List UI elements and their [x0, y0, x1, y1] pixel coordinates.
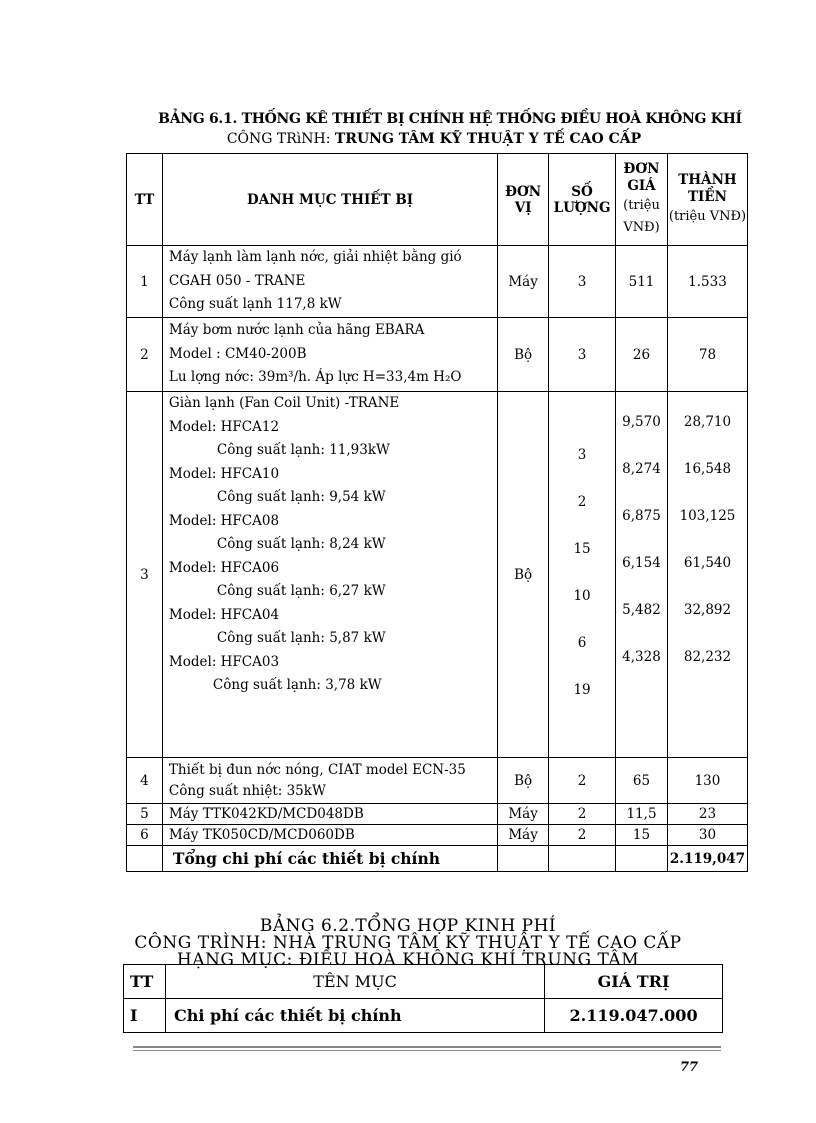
row-total	[667, 392, 747, 758]
capacity-line: Công suất lạnh: 6,27 kW	[216, 583, 386, 599]
row-price: 15	[616, 825, 668, 846]
header-total-unit: (triệu VNĐ)	[668, 208, 747, 224]
subtitle-name: TRUNG TÂM KỸ THUẬT Y TẾ CAO CẤP	[334, 131, 642, 147]
qty-value: 19	[573, 682, 591, 698]
price-value: 9,570	[622, 414, 661, 430]
header-price-label: ĐƠN GIÁ	[623, 160, 660, 194]
header-total	[667, 154, 747, 246]
row-item	[162, 318, 497, 392]
budget-summary-table	[123, 964, 723, 1033]
row-value: 2.119.047.000	[545, 999, 723, 1033]
price-value: 6,154	[622, 555, 661, 571]
header-total-label: THÀNH TIỀN	[678, 171, 737, 205]
page-number: 77	[680, 1060, 699, 1075]
row-total: 78	[667, 318, 747, 392]
equipment-table	[126, 153, 748, 872]
total-value: 82,232	[683, 649, 732, 665]
row-tt: 1	[127, 246, 163, 318]
row-total: 30	[667, 825, 747, 846]
row-qty: 2	[549, 758, 616, 804]
header-price-unit: (triệu VNĐ)	[623, 197, 660, 235]
model-line: Model: HFCA12	[168, 418, 280, 435]
row-price	[616, 392, 668, 758]
row-tt: 6	[127, 825, 163, 846]
row-tt: I	[124, 999, 166, 1033]
item-line: Giàn lạnh (Fan Coil Unit) -TRANE	[168, 395, 400, 411]
row-qty: 2	[549, 825, 616, 846]
header-value: GIÁ TRỊ	[545, 965, 723, 999]
item-line: Thiết bị đun nớc nóng, CIAT model ECN-35	[168, 761, 466, 778]
capacity-line: Công suất lạnh: 5,87 kW	[216, 630, 386, 646]
row-total: 1.533	[667, 246, 747, 318]
header-row	[124, 965, 723, 999]
item-line: Model : CM40-200B	[168, 345, 307, 362]
header-item: DANH MỤC THIẾT BỊ	[162, 154, 497, 246]
capacity-line: Công suất lạnh: 9,54 kW	[216, 489, 386, 505]
total-value: 28,710	[683, 414, 732, 430]
row-unit: Bộ	[498, 318, 549, 392]
total-row	[127, 846, 748, 872]
table-row	[127, 318, 748, 392]
subtitle-prefix: CÔNG TRìNH:	[226, 131, 331, 147]
header-qty: SỐ LƯỢNG	[549, 154, 616, 246]
model-line: Model: HFCA03	[168, 653, 280, 670]
row-total: 23	[667, 804, 747, 825]
model-line: Model: HFCA06	[168, 559, 280, 576]
header-item: TÊN MỤC	[165, 965, 544, 999]
item-line: Công suất nhiệt: 35kW	[168, 782, 326, 799]
row-total: 130	[667, 758, 747, 804]
row-item	[162, 246, 497, 318]
row-unit: Bộ	[498, 392, 549, 758]
table-row	[127, 804, 748, 825]
table1-title: BẢNG 6.1. THỐNG KÊ THIẾT BỊ CHÍNH HỆ THỐNG ĐIỀU HOÀ KHÔNG KHÍ	[158, 111, 742, 127]
row-unit: Máy	[498, 804, 549, 825]
row-qty	[549, 392, 616, 758]
table2-project: CÔNG TRÌNH: NHÀ TRUNG TÂM KỸ THUẬT Y TẾ CAO CẤP	[134, 933, 682, 953]
header-tt: TT	[124, 965, 166, 999]
capacity-line: Công suất lạnh: 8,24 kW	[216, 536, 386, 552]
row-tt: 5	[127, 804, 163, 825]
row-price: 26	[616, 318, 668, 392]
row-item: Máy TK050CD/MCD060DB	[162, 825, 497, 846]
qty-value: 10	[573, 588, 591, 604]
row-item	[162, 392, 497, 758]
table1-subtitle	[0, 131, 816, 147]
row-item: Chi phí các thiết bị chính	[165, 999, 544, 1033]
qty-value: 3	[577, 447, 587, 463]
price-value: 5,482	[622, 602, 661, 618]
table-row	[127, 246, 748, 318]
header-tt: TT	[127, 154, 163, 246]
row-tt: 2	[127, 318, 163, 392]
header-price	[616, 154, 668, 246]
row-unit: Máy	[498, 825, 549, 846]
item-line: Máy lạnh làm lạnh nớc, giải nhiệt bằng gió	[168, 249, 462, 266]
footer-rule	[133, 1046, 721, 1048]
row-qty: 3	[549, 246, 616, 318]
total-value: 61,540	[683, 555, 732, 571]
model-line: Model: HFCA04	[168, 606, 280, 623]
qty-value: 15	[573, 541, 591, 557]
table-row	[124, 999, 723, 1033]
capacity-line: Công suất lạnh: 11,93kW	[216, 442, 390, 458]
item-line: Máy bơm nước lạnh của hãng EBARA	[168, 322, 425, 339]
model-line: Model: HFCA08	[168, 512, 280, 529]
row-tt: 4	[127, 758, 163, 804]
row-price: 511	[616, 246, 668, 318]
item-line: CGAH 050 - TRANE	[168, 272, 306, 289]
price-value: 4,328	[622, 649, 661, 665]
total-value: 16,548	[683, 461, 732, 477]
total-value: 32,892	[683, 602, 732, 618]
price-value: 6,875	[622, 508, 661, 524]
table-row	[127, 825, 748, 846]
qty-value: 6	[577, 635, 587, 651]
qty-value: 2	[577, 494, 587, 510]
table-row	[127, 758, 748, 804]
capacity-line: Công suất lạnh: 3,78 kW	[212, 677, 382, 693]
item-line: Công suất lạnh 117,8 kW	[168, 296, 342, 313]
row-price: 65	[616, 758, 668, 804]
row-unit: Máy	[498, 246, 549, 318]
row-tt: 3	[127, 392, 163, 758]
row-qty: 2	[549, 804, 616, 825]
row-unit: Bộ	[498, 758, 549, 804]
item-line: Lu lợng nớc: 39m³/h. Áp lực H=33,4m H₂O	[168, 369, 462, 386]
price-value: 8,274	[622, 461, 661, 477]
total-label: Tổng chi phí các thiết bị chính	[162, 846, 497, 872]
table2-title: BẢNG 6.2.TỔNG HỢP KINH PHÍ	[259, 916, 557, 936]
footer-rule	[133, 1050, 721, 1051]
row-item: Máy TTK042KD/MCD048DB	[162, 804, 497, 825]
total-value: 2.119,047	[667, 846, 747, 872]
total-value: 103,125	[679, 508, 736, 524]
table-row	[127, 392, 748, 758]
model-line: Model: HFCA10	[168, 465, 280, 482]
table2-category: HẠNG MỤC: ĐIỀU HOÀ KHÔNG KHÍ TRUNG TÂM	[176, 950, 640, 970]
header-unit: ĐƠN VỊ	[498, 154, 549, 246]
row-item	[162, 758, 497, 804]
row-qty: 3	[549, 318, 616, 392]
header-row	[127, 154, 748, 246]
row-price: 11,5	[616, 804, 668, 825]
